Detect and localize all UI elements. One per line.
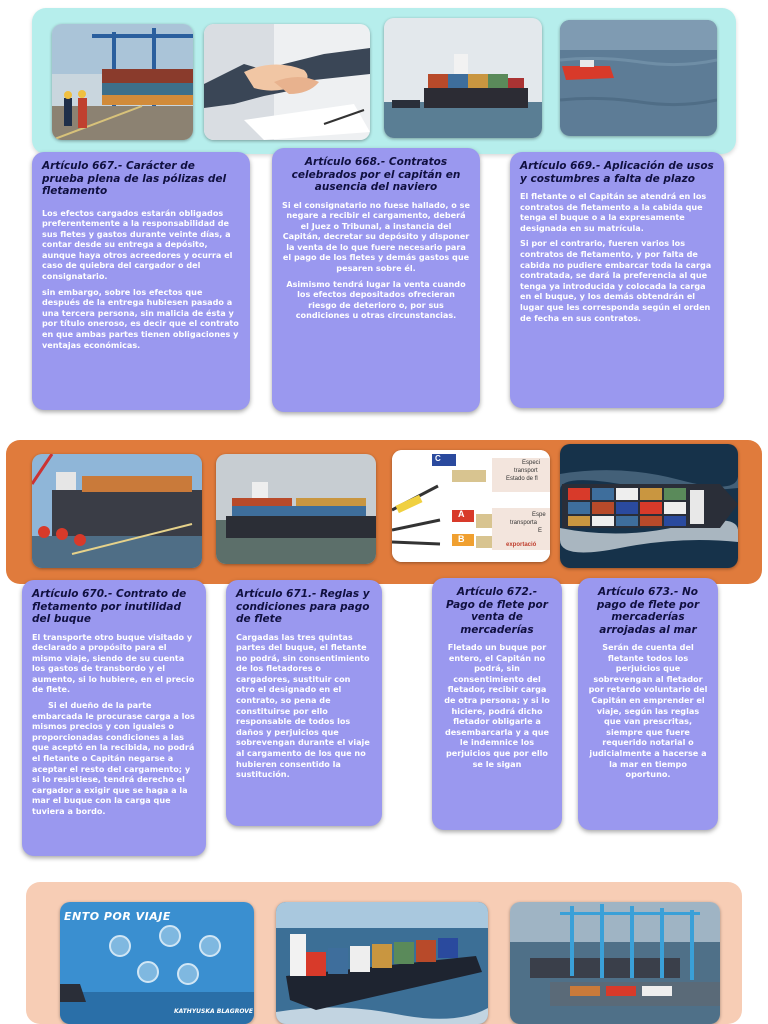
diagram-box2-line3: E: [538, 528, 543, 534]
article-668-card: [272, 148, 480, 412]
article-673-title: Artículo 673.- No pago de flete por mercaderías arrojadas al mar: [596, 586, 700, 636]
diagram-label-c: C: [435, 454, 441, 463]
photo-container-ship-tugboat: [384, 18, 542, 138]
article-672-card: [432, 578, 562, 830]
article-670-card: [22, 580, 206, 856]
photo-workers-docked-ship: [32, 454, 202, 568]
diagram-box1-line3: Estado de fl: [506, 476, 538, 482]
photo-container-port-cranes: [510, 902, 720, 1024]
article-667-paragraph: Los efectos cargados estarán obligados preferentemente a la responsabilidad de sus fletes y gastos durante veinte días, a contar desde su entrega a depósito, aunque haya otros acreedores y ocurra el caso de quiebra del cargador o del consignatario.: [42, 207, 233, 282]
article-669-paragraph: El fletante o el Capitán se atendrá en los contratos de fletamento a la cabida que tenga el buque o a la expresamente designada en su matrícula.: [520, 191, 707, 233]
article-669-paragraph: Si por el contrario, fueren varios los contratos de fletamento, y por falta de cabida no pudiere embarcar toda la carga contratada, se dará la preferencia al que tenga ya introducida y colocada la carga en el buque, y los demás obtendrán el lugar que les corresponda según el orden de fecha en sus contratos.: [520, 238, 712, 323]
article-672-title: Artículo 672.- Pago de flete por venta de mercaderías: [446, 586, 548, 636]
article-670-title: Artículo 670.- Contrato de fletamento por inutilidad del buque: [32, 588, 187, 625]
article-671-title: Artículo 671.- Reglas y condiciones para pago de flete: [236, 588, 370, 625]
slide-title: ENTO POR VIAJE: [64, 910, 171, 923]
article-670-paragraph: Si el dueño de la parte embarcada le procurase carga a los mismos precios y con iguales o proporcionadas condiciones a las que aceptó en la recibida, no podrá el fletante o Capitán negarse a aceptar el resto del cargamento; y si lo resistiese, tendrá derecho el cargador a exigir que se haga a la mar el buque con la carga que tuviera a bordo.: [32, 700, 195, 816]
article-668-title: Artículo 668.- Contratos celebrados por el capitán en ausencia del naviero: [291, 156, 461, 193]
diagram-box2-line4: exportació: [506, 542, 537, 548]
article-673-card: [578, 578, 718, 830]
photo-handshake-contract: [204, 24, 370, 140]
article-672-paragraph: Fletado un buque por entero, el Capitán no podrá, sin consentimiento del fletador, recibir carga de otra persona; y si lo hiciere, podrá dicho fletador obligarle a desembarcarla y a que le indemnice los perjuicios que por ello se le sigan: [444, 642, 550, 769]
diagram-freight-transport: [392, 450, 550, 562]
slide-author: KATHYUSKA BLAGROVE: [174, 1008, 253, 1015]
article-667-title: Artículo 667.- Carácter de prueba plena de las pólizas del fletamento: [42, 160, 227, 197]
diagram-box2-line2: transporta: [510, 520, 538, 526]
article-669-card: [510, 152, 724, 408]
article-667-paragraph: sin embargo, sobre los efectos que después de la entrega hubiesen pasado a una tercera persona, sin malicia de ésta y por título oneroso, es decir que el contrato en que ambas partes tienen obligaciones y ventajas económicas.: [42, 286, 239, 350]
diagram-label-a: A: [458, 509, 465, 519]
article-667-card: [32, 152, 250, 410]
article-671-paragraph: Cargadas las tres quintas partes del buque, el fletante no podrá, sin consentimiento de los fletadores o cargadores, sustituir con otro el designado en el contrato, so pena de constituirse por ello responsable de todos los daños y perjuicios que sobrevengan durante el viaje al cargamento de los que no hubieren consentido la sustitución.: [236, 631, 370, 780]
article-668-paragraph: Si el consignatario no fuese hallado, o se negare a recibir el cargamento, deberá el Juez o Tribunal, a instancia del Capitán, decretar su depósito y disponer la venta de lo que fuere necesario para el pago de los fletes y demás gastos que pesaren sobre él.: [282, 199, 470, 274]
diagram-box1-line1: Especi: [522, 460, 541, 466]
diagram-label-b: B: [458, 534, 465, 544]
article-669-title: Artículo 669.- Aplicación de usos y costumbres a falta de plazo: [520, 160, 714, 185]
diagram-box1-line2: transport: [514, 468, 538, 474]
photo-container-ship-at-sea: [276, 902, 488, 1024]
photo-ship-open-sea: [560, 20, 717, 136]
photo-port-workers: [52, 24, 193, 140]
article-670-paragraph: El transporte otro buque visitado y declarado a propósito para el mismo viaje, siendo de su cuenta los gastos de transbordo y el aumento, si lo hubiere, en el precio de flete.: [32, 631, 195, 695]
article-673-paragraph: Serán de cuenta del fletante todos los perjuicios que sobrevengan al fletador por retardo voluntario del Capitán en emprender el viaje, según las reglas que van prescritas, siempre que fuere requerido notarial o judicialmente a hacerse a la mar en tiempo oportuno.: [588, 642, 708, 780]
photo-aerial-container-ship: [560, 444, 738, 568]
article-671-card: [226, 580, 382, 826]
photo-fletamento-por-viaje-slide: [60, 902, 254, 1024]
photo-container-ship-port: [216, 454, 376, 564]
article-668-paragraph: Asimismo tendrá lugar la venta cuando los efectos depositados ofrecieran riesgo de deterioro o, por sus condiciones u otras circunstancias.: [286, 278, 466, 321]
diagram-box2-line1: Espe: [532, 512, 546, 518]
